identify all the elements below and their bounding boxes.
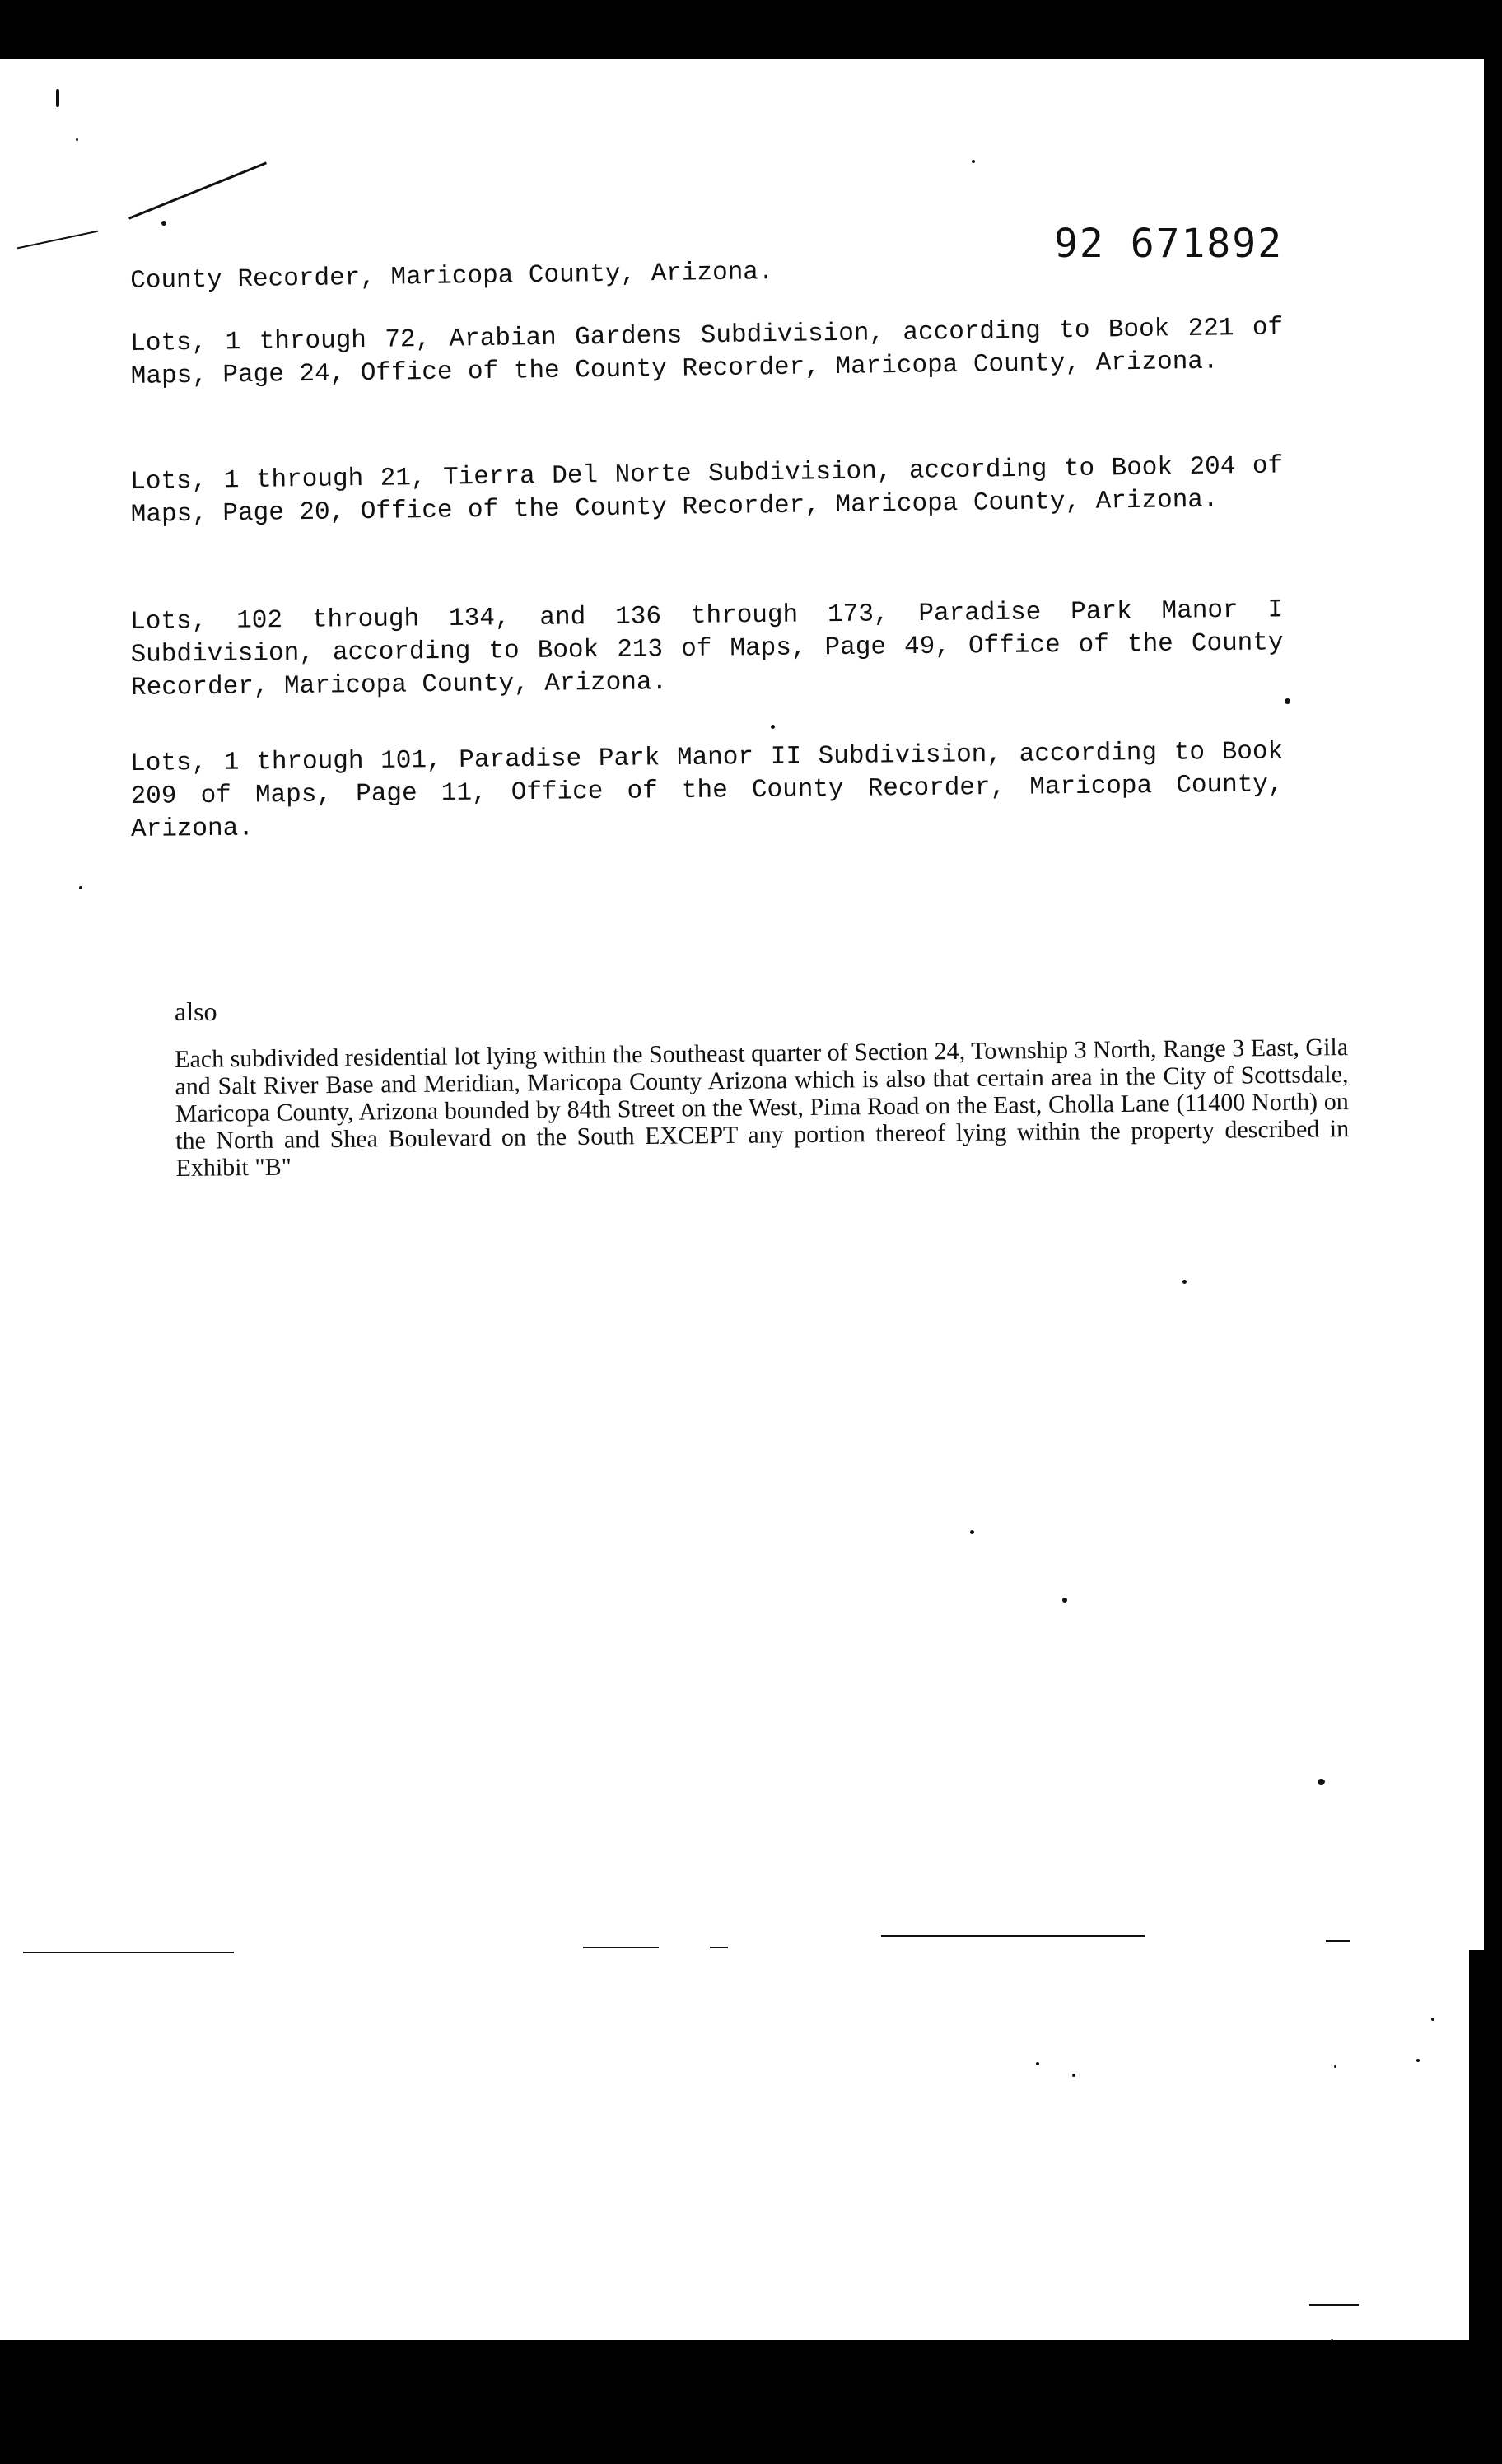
paragraph-tierra-del-norte: Lots, 1 through 21, Tierra Del Norte Subdivision, according to Book 204 of Maps, Page 20, Office of the County Recorder, Maricopa County, Arizona. xyxy=(130,451,1284,530)
scan-speck xyxy=(1318,1779,1325,1785)
rule-line-right xyxy=(881,1935,1145,1937)
scan-speck xyxy=(1182,1280,1187,1284)
scan-speck xyxy=(161,221,166,226)
scan-edge-bottom-notch xyxy=(371,2431,1502,2464)
rule-line-left xyxy=(23,1952,234,1953)
paragraph-arabian-gardens: Lots, 1 through 72, Arabian Gardens Subdivision, according to Book 221 of Maps, Page 24, Office of the County Recorder, Maricopa County, Arizona. xyxy=(130,313,1284,391)
scan-speck xyxy=(1036,2062,1039,2065)
scan-speck xyxy=(56,89,59,107)
scan-mark xyxy=(128,161,267,219)
scan-speck xyxy=(1285,698,1290,704)
rule-line-dash xyxy=(1309,2304,1359,2306)
scan-speck xyxy=(1416,2059,1420,2062)
paragraph-paradise-park-manor-ii: Lots, 1 through 101, Paradise Park Manor II Subdivision, according to Book 209 of Maps, Page 11, Office of the County Recorder, Maricopa County, Arizona. xyxy=(130,737,1284,844)
rule-line-mid-short xyxy=(710,1947,728,1948)
scan-speck xyxy=(1072,2074,1075,2077)
scan-edge-right-lower xyxy=(1469,1950,1502,2378)
scan-speck xyxy=(970,1530,974,1534)
scan-speck xyxy=(771,725,775,729)
scan-edge-top xyxy=(0,0,1502,59)
header-line: County Recorder, Maricopa County, Arizona. xyxy=(130,258,774,296)
paragraph-southeast-quarter: Each subdivided residential lot lying within the Southeast quarter of Section 24, Township 3 North, Range 3 East, Gila and Salt River Base and Meridian, Maricopa County Arizona which is also that certain area in the City of Scottsdale, Maricopa County, Arizona bounded by 84th Street on the West, Pima Road on the East, Cholla Lane (11400 North) on the North and Shea Boulevard on the South EXCEPT any portion thereof lying within the property described in Exhibit "B" xyxy=(175,1034,1350,1182)
scan-speck xyxy=(79,886,82,889)
scan-mark xyxy=(17,231,98,250)
scan-speck xyxy=(1062,1598,1067,1603)
scan-speck xyxy=(76,138,78,141)
scan-speck xyxy=(972,160,975,163)
also-label: also xyxy=(175,996,217,1026)
scan-speck xyxy=(1334,2065,1336,2068)
scan-speck xyxy=(1331,2339,1333,2341)
rule-line-mid xyxy=(583,1947,659,1948)
rule-line-dash xyxy=(1326,1940,1350,1942)
paragraph-paradise-park-manor-i: Lots, 102 through 134, and 136 through 173, Paradise Park Manor I Subdivision, according to Book 213 of Maps, Page 49, Office of the County Recorder, Maricopa County, Arizona. xyxy=(130,595,1284,702)
document-number: 92 671892 xyxy=(1054,221,1284,267)
scan-speck xyxy=(1431,2018,1434,2021)
